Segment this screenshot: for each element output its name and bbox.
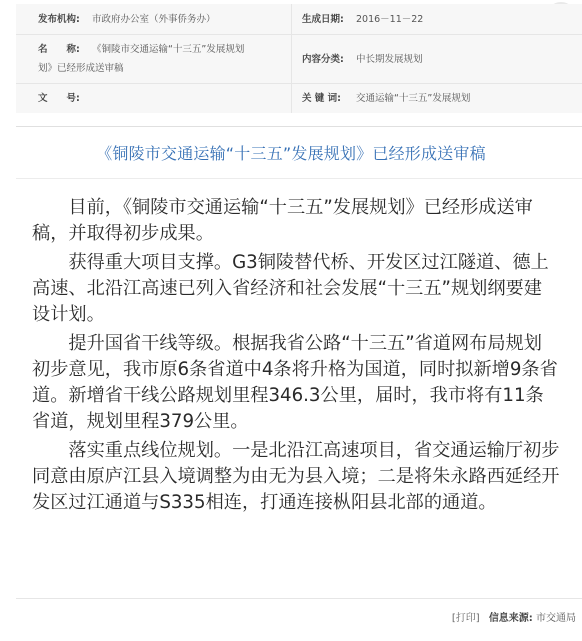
paragraph: 目前，《铜陵市交通运输“十三五”发展规划》已经形成送审稿，并取得初步成果。: [32, 197, 533, 244]
metadata-row-divider: [16, 83, 582, 84]
category-value: 中长期发展规划: [356, 54, 423, 65]
paragraph: 获得重大项目支撑。G3铜陵替代桥、开发区过江隧道、德上高速、北沿江高速已列入省经济和社会发展“十三五”规划纲要建设计划。: [32, 252, 549, 325]
article-title: 《铜陵市交通运输“十三五”发展规划》已经形成送审稿: [96, 144, 486, 163]
source-label: 信息来源:: [488, 613, 533, 624]
source-value: 市交通局: [536, 613, 576, 624]
footer-divider: [16, 598, 582, 599]
keywords-key: 关 键 词:: [302, 93, 341, 104]
document-metadata-panel: [16, 4, 582, 113]
paragraph: 提升国省干线等级。根据我省公路“十三五”省道网布局规划初步意见，我市原6条省道中4条将升格为国道，同时拟新增9条省道。新增省干线公路规划里程346.3公里，届时，我市将有11条省道，规划里程379公里。: [32, 333, 558, 432]
name-key: 名 称:: [38, 44, 80, 55]
category-key: 内容分类:: [302, 54, 344, 65]
print-link[interactable]: [打印]: [451, 613, 480, 624]
metadata-column-divider: [291, 4, 292, 113]
title-divider: [16, 178, 582, 179]
publisher-value: 市政府办公室（外事侨务办）: [92, 14, 216, 25]
paragraph: 落实重点线位规划。一是北沿江高速项目，省交通运输厅初步同意由原庐江县入境调整为由无为县入境；二是将朱永路西延经开发区过江通道与S335相连，打通连接枞阳县北部的通道。: [32, 440, 560, 513]
publisher-key: 发布机构:: [38, 14, 80, 25]
keywords-value: 交通运输“十三五”发展规划: [356, 93, 471, 104]
metadata-row-divider: [16, 34, 582, 35]
docno-key: 文 号:: [38, 93, 80, 104]
date-key: 生成日期:: [302, 14, 344, 25]
name-value-line1: 《铜陵市交通运输“十三五”发展规划: [92, 44, 245, 55]
article-body: [32, 195, 560, 519]
date-value: 2016－11－22: [356, 14, 424, 25]
article-footer: [452, 609, 576, 624]
name-value-line2: 划》已经形成送审稿: [38, 63, 124, 74]
header-divider: [16, 126, 582, 127]
